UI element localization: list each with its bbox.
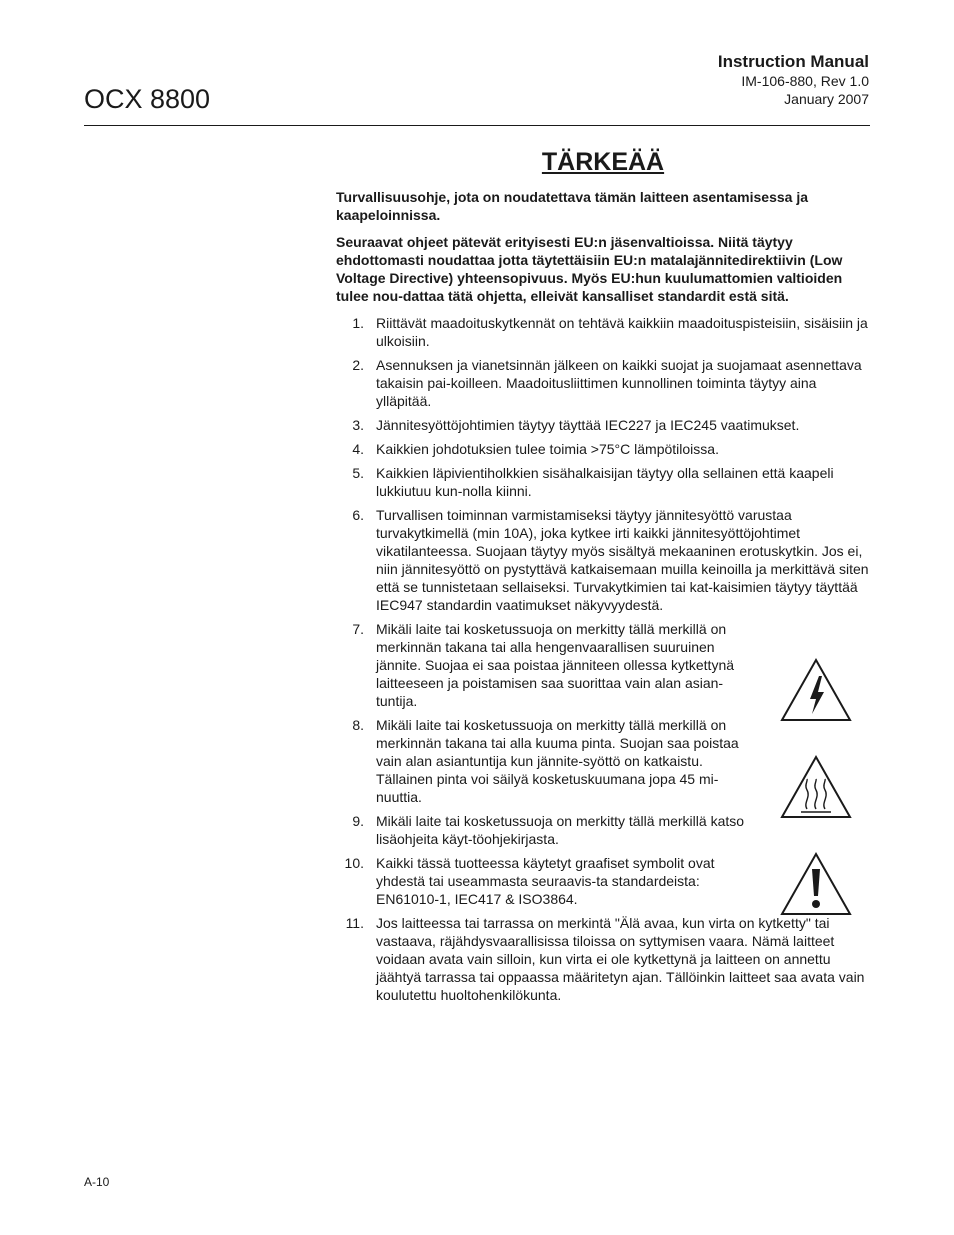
item-number: 2. (352, 357, 364, 373)
list-item (336, 356, 870, 410)
caution-icon (780, 851, 852, 917)
page-heading: TÄRKEÄÄ (541, 148, 665, 176)
item-number: 3. (352, 417, 364, 433)
item-number: 7. (352, 621, 364, 637)
item-text: Mikäli laite tai kosketussuoja on merkitty tällä merkillä on merkinnän takana tai alla kuuma pinta. Suojan saa poistaa vain alan asiantuntija kun jännite-syöttö on katkaistu. Tällainen pinta voi säilyä kosketuskuumana jopa 45 mi-nuuttia. (376, 717, 739, 805)
item-number: 10. (344, 855, 364, 871)
document-date: January 2007 (784, 91, 869, 107)
item-number: 11. (345, 915, 364, 931)
item-text: Turvallisen toiminnan varmistamiseksi täytyy jännitesyöttö varustaa turvakytkimellä (min 10A), joka kytkee irti kaikki jännitesyöttöjohtimet vikatilanteessa. Suojaan täytyy myös sisältyä mekaaninen erotuskytkin. Jos ei, niin jännitesyöttö on pystyttävä katkaisemaan muilla keinoilla ja merkittävä siten että se tunnistetaan sellaiseksi. Turvakytkimien tai kat-kaisimien täytyy täyttää IEC947 standardin vaatimukset näkyvyydestä. (376, 507, 869, 613)
item-text: Mikäli laite tai kosketussuoja on merkitty tällä merkillä on merkinnän takana tai alla hengenvaarallisen suuruinen jännite. Suojaa ei saa poistaa jänniteen ollessa kytkettynä laitteeseen ja poistamisen saa suorittaa vain alan asian-tuntija. (376, 621, 735, 709)
item-text: Mikäli laite tai kosketussuoja on merkitty tällä merkillä katso lisäohjeita käyt-töohjekirjasta. (376, 813, 745, 847)
item-text: Jännitesyöttöjohtimien täytyy täyttää IEC227 ja IEC245 vaatimukset. (376, 417, 800, 433)
hot-surface-icon (780, 754, 852, 820)
item-text: Kaikki tässä tuotteessa käytetyt graafiset symbolit ovat yhdestä tai useammasta seuraavis-ta standardeista: EN61010-1, IEC417 & ISO3864. (376, 855, 715, 907)
item-number: 1. (352, 315, 364, 331)
item-number: 6. (352, 507, 364, 523)
list-item (336, 440, 870, 458)
manual-title: Instruction Manual (717, 52, 869, 71)
list-item (336, 416, 870, 434)
list-item (336, 506, 870, 614)
list-item (336, 914, 870, 1004)
item-text: Riittävät maadoituskytkennät on tehtävä kaikkiin maadoituspisteisiin, sisäisiin ja ulkoisiin. (376, 315, 868, 349)
intro-paragraph-2: Seuraavat ohjeet pätevät erityisesti EU:n jäsenvaltioissa. Niitä täytyy ehdottomasti noudattaa jotta täytettäisiin EU:n matalajännitedirektiivin (Low Voltage Directive) yhteensopivuus. Myös EU:hun kuulumattomien valtioiden tulee nou-dattaa tätä ohjetta, elleivät kansalliset standardit estä sitä. (336, 234, 843, 304)
item-number: 9. (352, 813, 364, 829)
list-item (336, 464, 870, 500)
intro-paragraph-1: Turvallisuusohje, jota on noudatettava tämän laitteen asentamisessa ja kaapeloinnissa. (336, 189, 808, 223)
document-number: IM-106-880, Rev 1.0 (741, 73, 869, 89)
item-text: Kaikkien läpivientiholkkien sisähalkaisijan täytyy olla sellainen että kaapeli lukkiutuu kun-nolla kiinni. (376, 465, 834, 499)
item-text: Asennuksen ja vianetsinnän jälkeen on kaikki suojat ja suojamaat asennettava takaisin pai-koilleen. Maadoitusliittimen kunnollinen toiminta täytyy aina ylläpitää. (376, 357, 862, 409)
item-text: Kaikkien johdotuksien tulee toimia >75°C lämpötiloissa. (376, 441, 719, 457)
item-number: 4. (352, 441, 364, 457)
product-name: OCX 8800 (84, 84, 211, 114)
document-header (718, 52, 869, 108)
item-number: 5. (352, 465, 364, 481)
item-text: Jos laitteessa tai tarrassa on merkintä "Älä avaa, kun virta on kytketty" tai vastaava, räjähdysvaarallisissa tiloissa on syttymisen vaara. Nämä laitteet voidaan avata vain silloin, kun virta ei ole kytkettynä ja laitteen on annettu jäähtyä tarrassa tai oppaassa määritetyn ajan. Tällöinkin laitteet saa avata vain koulutettu huoltohenkilökunta. (376, 915, 865, 1003)
item-number: 8. (352, 717, 364, 733)
page-number: A-10 (84, 1175, 110, 1189)
high-voltage-icon (780, 657, 852, 723)
header-rule (84, 125, 870, 126)
list-item (336, 314, 870, 350)
